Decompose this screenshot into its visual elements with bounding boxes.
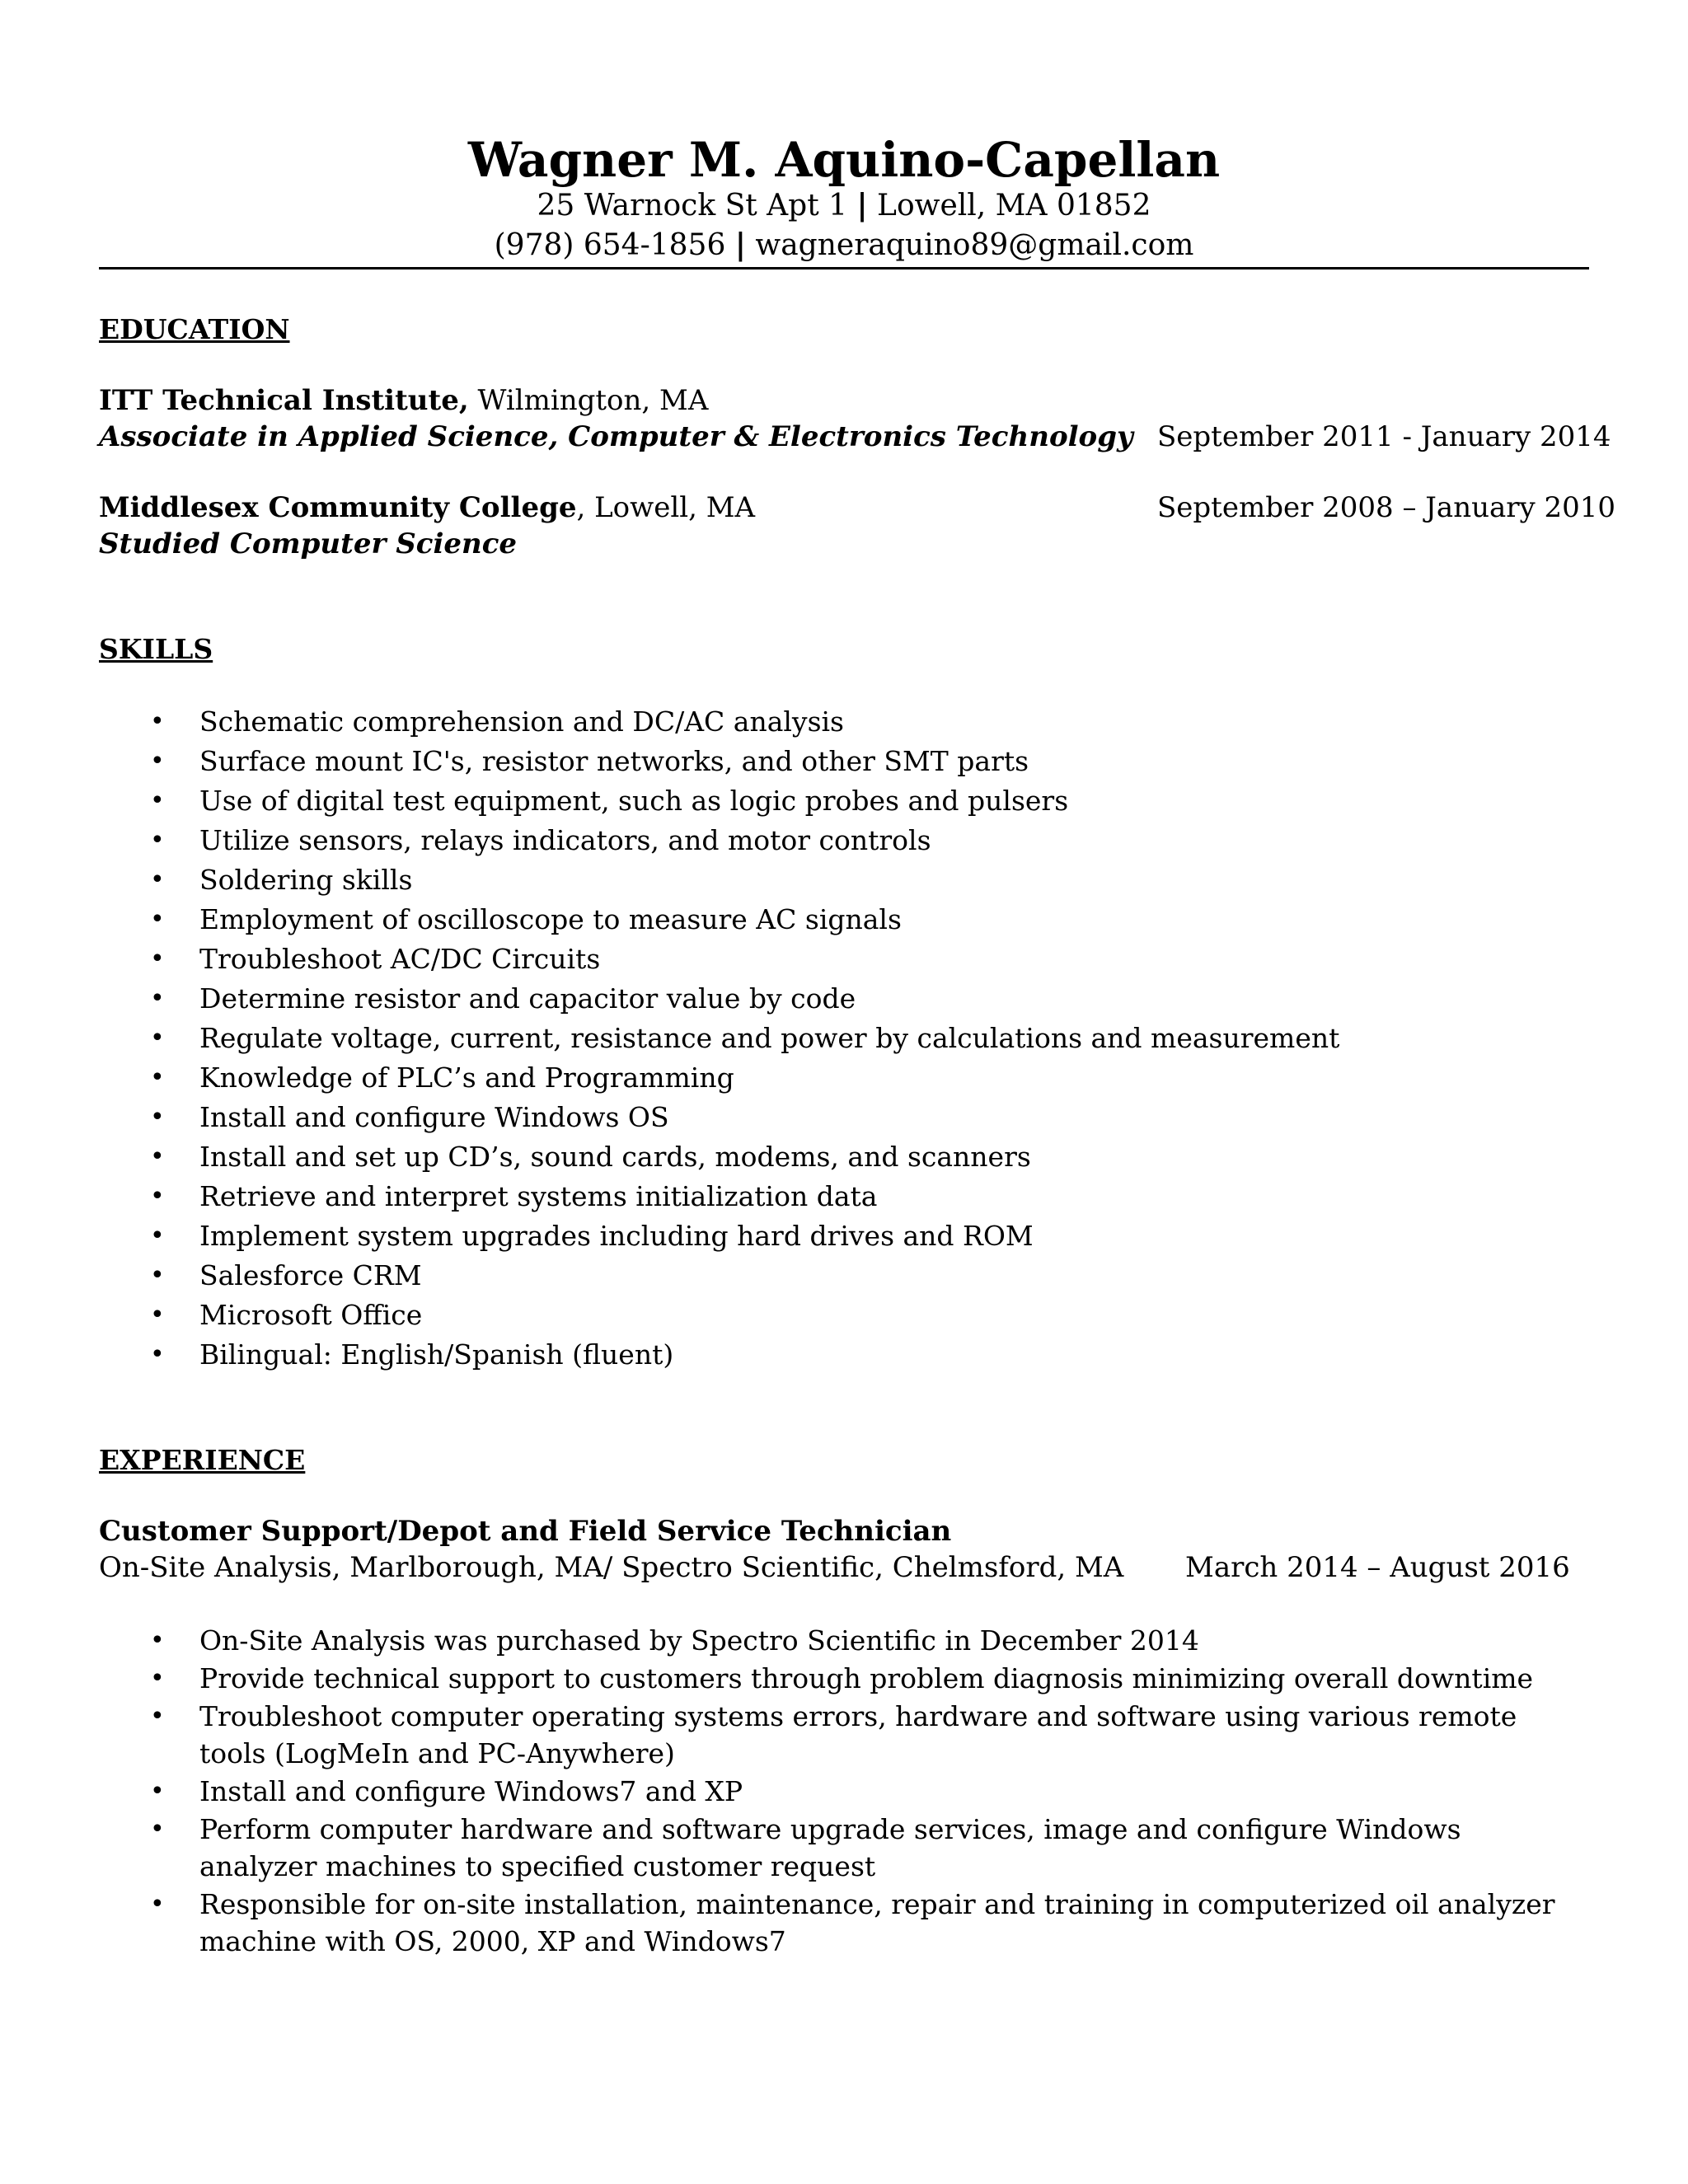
skill-item: [0, 1098, 1688, 1137]
school-name: Middlesex Community College: [99, 491, 577, 524]
skill-item-text: Microsoft Office: [199, 1299, 423, 1331]
bullet-icon: •: [150, 1664, 165, 1693]
skill-item: [0, 1216, 1688, 1256]
bullet-icon: •: [150, 1340, 165, 1369]
skill-item: [0, 1296, 1688, 1335]
skill-item-text: Determine resistor and capacitor value by code: [199, 982, 856, 1015]
experience-duties-list: [0, 1622, 1688, 1961]
header-divider: [99, 267, 1589, 269]
bullet-icon: •: [150, 1221, 165, 1250]
skill-item: [0, 1137, 1688, 1177]
skill-item: [0, 1177, 1688, 1216]
bullet-icon: •: [150, 1777, 165, 1806]
duty-item: [0, 1811, 1584, 1885]
separator: |: [734, 227, 746, 262]
duty-item: [0, 1622, 1584, 1659]
school-name: ITT Technical Institute,: [99, 384, 469, 417]
skill-item-text: Install and configure Windows OS: [199, 1101, 669, 1133]
bullet-icon: •: [150, 865, 165, 894]
skill-item-text: Troubleshoot AC/DC Circuits: [199, 943, 601, 975]
skill-item: [0, 940, 1688, 979]
job-dates: March 2014 – August 2016: [1185, 1551, 1570, 1584]
skill-item-text: Bilingual: English/Spanish (fluent): [199, 1338, 674, 1371]
bullet-icon: •: [150, 1024, 165, 1052]
bullet-icon: •: [150, 944, 165, 973]
duty-item: [0, 1698, 1584, 1772]
school-location: Wilmington, MA: [468, 384, 709, 417]
school-location: , Lowell, MA: [576, 491, 756, 524]
skill-item-text: Surface mount IC's, resistor networks, and other SMT parts: [199, 745, 1029, 777]
separator: |: [856, 188, 868, 223]
address-street: 25 Warnock St Apt 1: [537, 189, 848, 223]
duty-item-text: Responsible for on-site installation, maintenance, repair and training in computerized oil analyzer machine with OS, 2000, XP and Windows7: [199, 1888, 1555, 1957]
skill-item: [0, 860, 1688, 900]
degree-title: Associate in Applied Science, Computer & Electronics Technology: [99, 420, 1133, 453]
duty-item-text: On-Site Analysis was purchased by Spectro Scientific in December 2014: [199, 1624, 1199, 1657]
experience-heading: EXPERIENCE: [99, 1444, 306, 1476]
applicant-name: Wagner M. Aquino-Capellan: [467, 132, 1221, 188]
skill-item-text: Employment of oscilloscope to measure AC signals: [199, 903, 902, 935]
duty-item-text: Install and configure Windows7 and XP: [199, 1775, 743, 1807]
bullet-icon: •: [150, 707, 165, 736]
skill-item: [0, 1058, 1688, 1098]
skill-item-text: Install and set up CD’s, sound cards, modems, and scanners: [199, 1141, 1031, 1173]
skill-item-text: Knowledge of PLC’s and Programming: [199, 1062, 734, 1094]
skill-item: [0, 742, 1688, 781]
skill-item-text: Implement system upgrades including hard drives and ROM: [199, 1220, 1034, 1252]
duty-item-text: Provide technical support to customers through problem diagnosis minimizing overall downtime: [199, 1662, 1534, 1694]
bullet-icon: •: [150, 1261, 165, 1290]
skill-item: [0, 781, 1688, 821]
bullet-icon: •: [150, 1142, 165, 1171]
duty-item: [0, 1886, 1584, 1960]
bullet-icon: •: [150, 984, 165, 1013]
skill-item: [0, 1335, 1688, 1375]
skill-item: [0, 900, 1688, 940]
duty-item-text: Perform computer hardware and software upgrade services, image and configure Windows analyzer machines to specified customer request: [199, 1813, 1461, 1882]
duty-item: [0, 1660, 1584, 1697]
bullet-icon: •: [150, 786, 165, 815]
skill-item-text: Retrieve and interpret systems initialization data: [199, 1180, 878, 1212]
job-company: On-Site Analysis, Marlborough, MA/ Spectro Scientific, Chelmsford, MA: [99, 1551, 1124, 1584]
job-title: Customer Support/Depot and Field Service Technician: [99, 1515, 952, 1548]
address-line: [0, 186, 1688, 225]
skill-item: [0, 1256, 1688, 1296]
bullet-icon: •: [150, 1063, 165, 1092]
bullet-icon: •: [150, 1301, 165, 1329]
skill-item-text: Schematic comprehension and DC/AC analysis: [199, 705, 844, 738]
education-dates: September 2008 – January 2010: [1157, 491, 1616, 524]
education-entry-2-school-line: [99, 490, 755, 526]
skill-item: [0, 821, 1688, 860]
bullet-icon: •: [150, 747, 165, 776]
skills-list: [0, 702, 1688, 1375]
degree-title: Studied Computer Science: [99, 527, 518, 560]
skill-item-text: Utilize sensors, relays indicators, and motor controls: [199, 824, 931, 856]
email-address: wagneraquino89@gmail.com: [755, 228, 1194, 262]
skill-item-text: Regulate voltage, current, resistance and power by calculations and measurement: [199, 1022, 1340, 1054]
education-heading: EDUCATION: [99, 313, 290, 345]
contact-line: [0, 226, 1688, 265]
skill-item: [0, 1019, 1688, 1058]
education-entry-1-school-line: [99, 382, 708, 419]
education-dates: September 2011 - January 2014: [1157, 420, 1611, 453]
bullet-icon: •: [150, 1815, 165, 1844]
duty-item-text: Troubleshoot computer operating systems errors, hardware and software using various remote tools (LogMeIn and PC-Anywhere): [199, 1700, 1517, 1769]
bullet-icon: •: [150, 1182, 165, 1211]
skill-item-text: Use of digital test equipment, such as logic probes and pulsers: [199, 785, 1069, 817]
address-city: Lowell, MA 01852: [877, 189, 1151, 223]
duty-item: [0, 1773, 1584, 1810]
skill-item: [0, 702, 1688, 742]
bullet-icon: •: [150, 1702, 165, 1731]
bullet-icon: •: [150, 1103, 165, 1132]
phone-number: (978) 654-1856: [494, 228, 726, 262]
skills-heading: SKILLS: [99, 633, 213, 665]
bullet-icon: •: [150, 1890, 165, 1919]
bullet-icon: •: [150, 1626, 165, 1655]
skill-item: [0, 979, 1688, 1019]
skill-item-text: Salesforce CRM: [199, 1259, 422, 1291]
bullet-icon: •: [150, 826, 165, 855]
skill-item-text: Soldering skills: [199, 864, 413, 896]
bullet-icon: •: [150, 905, 165, 934]
